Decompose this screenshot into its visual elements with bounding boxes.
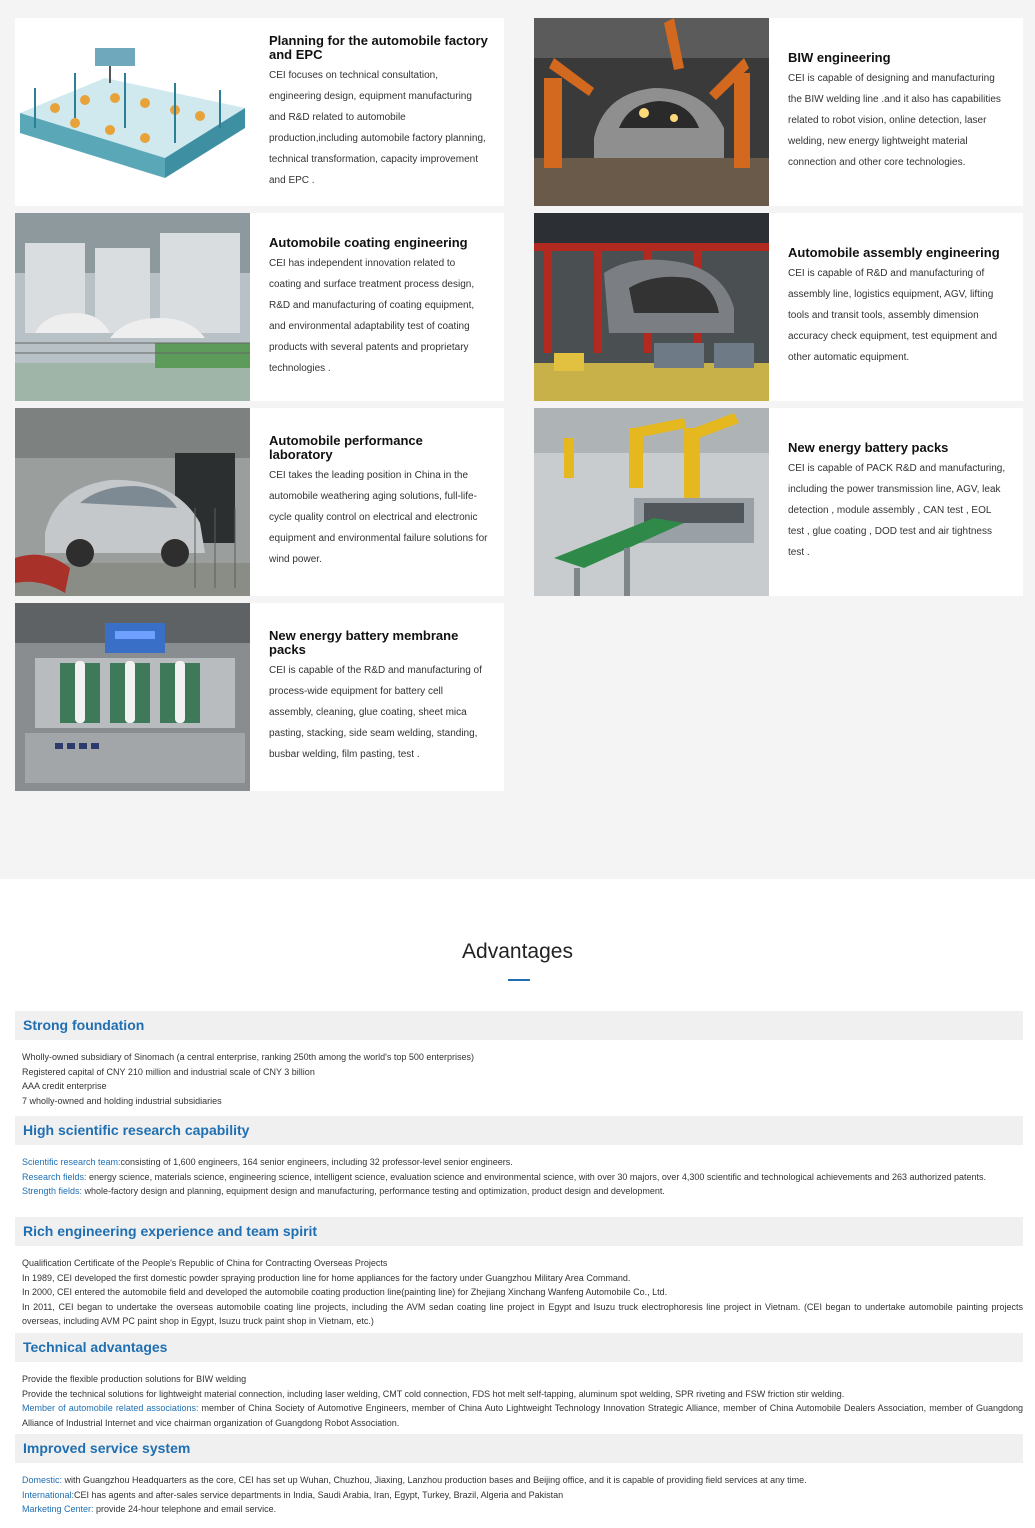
factory-layout-image xyxy=(15,18,250,206)
business-card-performance-laboratory[interactable] xyxy=(15,408,504,596)
card-title: Automobile performance laboratory xyxy=(269,433,423,462)
row-key: Domestic: xyxy=(22,1475,63,1485)
section-row xyxy=(22,1170,1023,1185)
battery-membrane-image xyxy=(15,603,250,791)
row-text: In 2000, CEI entered the automobile field and developed the automobile coating production line(painting line) for Zhejiang Xinchang Wanfeng Automobile Co., Ltd. xyxy=(22,1287,668,1298)
section-row xyxy=(22,1401,1023,1430)
card-title: Automobile coating engineering xyxy=(269,234,468,250)
row-key: Marketing Center: xyxy=(22,1504,94,1515)
section-row xyxy=(22,1184,1023,1199)
business-card-battery-membrane-packs[interactable] xyxy=(15,603,504,791)
row-text: energy science, materials science, engineering science, intelligent science, evaluation science and environmental science, with over 30 majors, over 4,300 scientific and technological achievements and 263 authorized patents. xyxy=(86,1171,987,1182)
title-underline xyxy=(508,979,530,981)
row-text: In 1989, CEI developed the first domestic powder spraying production line for home appliances for the factory under Guangzhou Military Area Command. xyxy=(22,1272,631,1283)
card-description: CEI is capable of PACK R&D and manufacturing, including the power transmission line, AGV, leak detection , module assembly , CAN test , EOL test , glue coating , DOD test and air tightness test . xyxy=(788,463,1006,558)
row-key: Strength fields: xyxy=(22,1186,83,1197)
advantage-section-strong-foundation xyxy=(15,1011,1023,1108)
section-row xyxy=(22,1285,1023,1300)
section-row xyxy=(22,1502,1023,1517)
card-description: CEI takes the leading position in China in the automobile weathering aging solutions, full-life-cycle quality control on electrical and electronic equipment and environmental failure solutions for wind power. xyxy=(269,470,488,565)
section-row xyxy=(22,1155,1023,1170)
row-text: Registered capital of CNY 210 million and industrial scale of CNY 3 billion xyxy=(22,1066,315,1077)
coating-line-image xyxy=(15,213,250,401)
card-title: New energy battery membrane packs xyxy=(269,628,459,657)
row-text: Qualification Certificate of the People's Republic of China for Contracting Overseas Projects xyxy=(22,1258,388,1268)
section-row xyxy=(22,1065,1023,1080)
row-text: member of China Society of Automotive Engineers, member of China Auto Lightweight Technology Innovation Strategic Alliance, member of China Automobile Dealers Association, member of Guangdong Alliance of Industrial Internet and vice chairman organization of Guangdong Robot Association. xyxy=(22,1403,1023,1428)
row-text: Provide the flexible production solutions for BIW welding xyxy=(22,1374,247,1384)
section-row xyxy=(22,1300,1023,1329)
card-title: Planning for the automobile factory and EPC xyxy=(269,32,488,62)
section-row xyxy=(22,1387,1023,1402)
section-row xyxy=(22,1256,1023,1271)
row-key: International: xyxy=(22,1489,75,1500)
row-text: 7 wholly-owned and holding industrial subsidiaries xyxy=(22,1095,222,1106)
advantage-section-research-capability xyxy=(15,1116,1023,1199)
business-card-coating-engineering[interactable] xyxy=(15,213,504,401)
row-key: Member of automobile related associations: xyxy=(22,1403,199,1414)
business-card-factory-planning[interactable] xyxy=(15,18,504,206)
card-title: New energy battery packs xyxy=(788,440,949,455)
advantage-section-service-system xyxy=(15,1434,1023,1517)
section-row xyxy=(22,1050,1023,1065)
section-heading: High scientific research capability xyxy=(15,1116,1023,1145)
section-heading: Technical advantages xyxy=(15,1333,1023,1362)
section-row xyxy=(22,1079,1023,1094)
laboratory-image xyxy=(15,408,250,596)
card-description: CEI is capable of the R&D and manufacturing of process-wide equipment for battery cell assembly, cleaning, glue coating, sheet mica pasting, stacking, side seam welding, standing, busbar welding, film pasting, test . xyxy=(269,665,482,760)
business-card-battery-packs[interactable] xyxy=(534,408,1023,596)
advantage-section-engineering-experience xyxy=(15,1217,1023,1329)
row-key: Scientific research team: xyxy=(22,1157,121,1167)
section-row xyxy=(22,1372,1023,1387)
assembly-line-image xyxy=(534,213,769,401)
row-key: Research fields: xyxy=(22,1171,87,1182)
card-description: CEI is capable of R&D and manufacturing of assembly line, logistics equipment, AGV, lifting tools and transit tools, assembly dimension accuracy check equipment, test equipment and other automatic equipment. xyxy=(788,268,998,363)
biw-welding-image xyxy=(534,18,769,206)
section-row xyxy=(22,1488,1023,1503)
row-text: In 2011, CEI began to undertake the overseas automobile coating line projects, including the AVM sedan coating line project in Egypt and Isuzu truck electrophoresis line project in Vietnam. (CEI began to undertake automobile painting projects overseas, including AVM PC paint shop in Egypt, Isuzu truck paint shop in Vietnam, etc.) xyxy=(22,1301,1023,1327)
section-row xyxy=(22,1473,1023,1488)
section-row xyxy=(22,1271,1023,1286)
card-description: CEI is capable of designing and manufacturing the BIW welding line .and it also has capabilities related to robot vision, online detection, laser welding, new energy lightweight material connection and other core technologies. xyxy=(788,73,1001,168)
section-row xyxy=(22,1094,1023,1109)
card-description: CEI has independent innovation related to coating and surface treatment process design, R&D and manufacturing of coating equipment, and environmental adaptability test of coating products with several patents and proprietary technologies . xyxy=(269,257,475,374)
row-text: Provide the technical solutions for lightweight material connection, including laser welding, CMT cold connection, FDS hot melt self-tapping, aluminum spot welding, SPR riveting and FSW friction stir welding. xyxy=(22,1388,845,1399)
row-text: whole-factory design and planning, equipment design and manufacturing, performance testing and optimization, product design and development. xyxy=(82,1186,665,1197)
section-heading: Rich engineering experience and team spirit xyxy=(15,1217,1023,1246)
business-card-assembly-engineering[interactable] xyxy=(534,213,1023,401)
card-title: Automobile assembly engineering xyxy=(788,245,1000,260)
row-text: Wholly-owned subsidiary of Sinomach (a central enterprise, ranking 250th among the world's top 500 enterprises) xyxy=(22,1052,474,1062)
row-text: consisting of 1,600 engineers, 164 senior engineers, including 32 professor-level senior engineers. xyxy=(120,1157,513,1167)
row-text: with Guangzhou Headquarters as the core, CEI has set up Wuhan, Chuzhou, Jiaxing, Lanzhou production bases and Beijing office, and it is capable of providing field services at any time. xyxy=(62,1475,807,1485)
row-text: CEI has agents and after-sales service departments in India, Saudi Arabia, Iran, Egypt, Turkey, Brazil, Algeria and Pakistan xyxy=(74,1489,564,1500)
battery-pack-line-image xyxy=(534,408,769,596)
advantage-section-technical xyxy=(15,1333,1023,1430)
row-text: AAA credit enterprise xyxy=(22,1081,107,1092)
section-heading: Improved service system xyxy=(15,1434,1023,1463)
advantages-title: Advantages xyxy=(462,940,573,963)
card-description: CEI focuses on technical consultation, engineering design, equipment manufacturing and R&D related to automobile production,including automobile factory planning, technical transformation, capacity improvement and EPC . xyxy=(269,69,486,186)
row-text: provide 24-hour telephone and email service. xyxy=(93,1504,277,1515)
card-title: BIW engineering xyxy=(788,50,891,65)
business-card-biw-engineering[interactable] xyxy=(534,18,1023,206)
section-heading: Strong foundation xyxy=(15,1011,1023,1040)
